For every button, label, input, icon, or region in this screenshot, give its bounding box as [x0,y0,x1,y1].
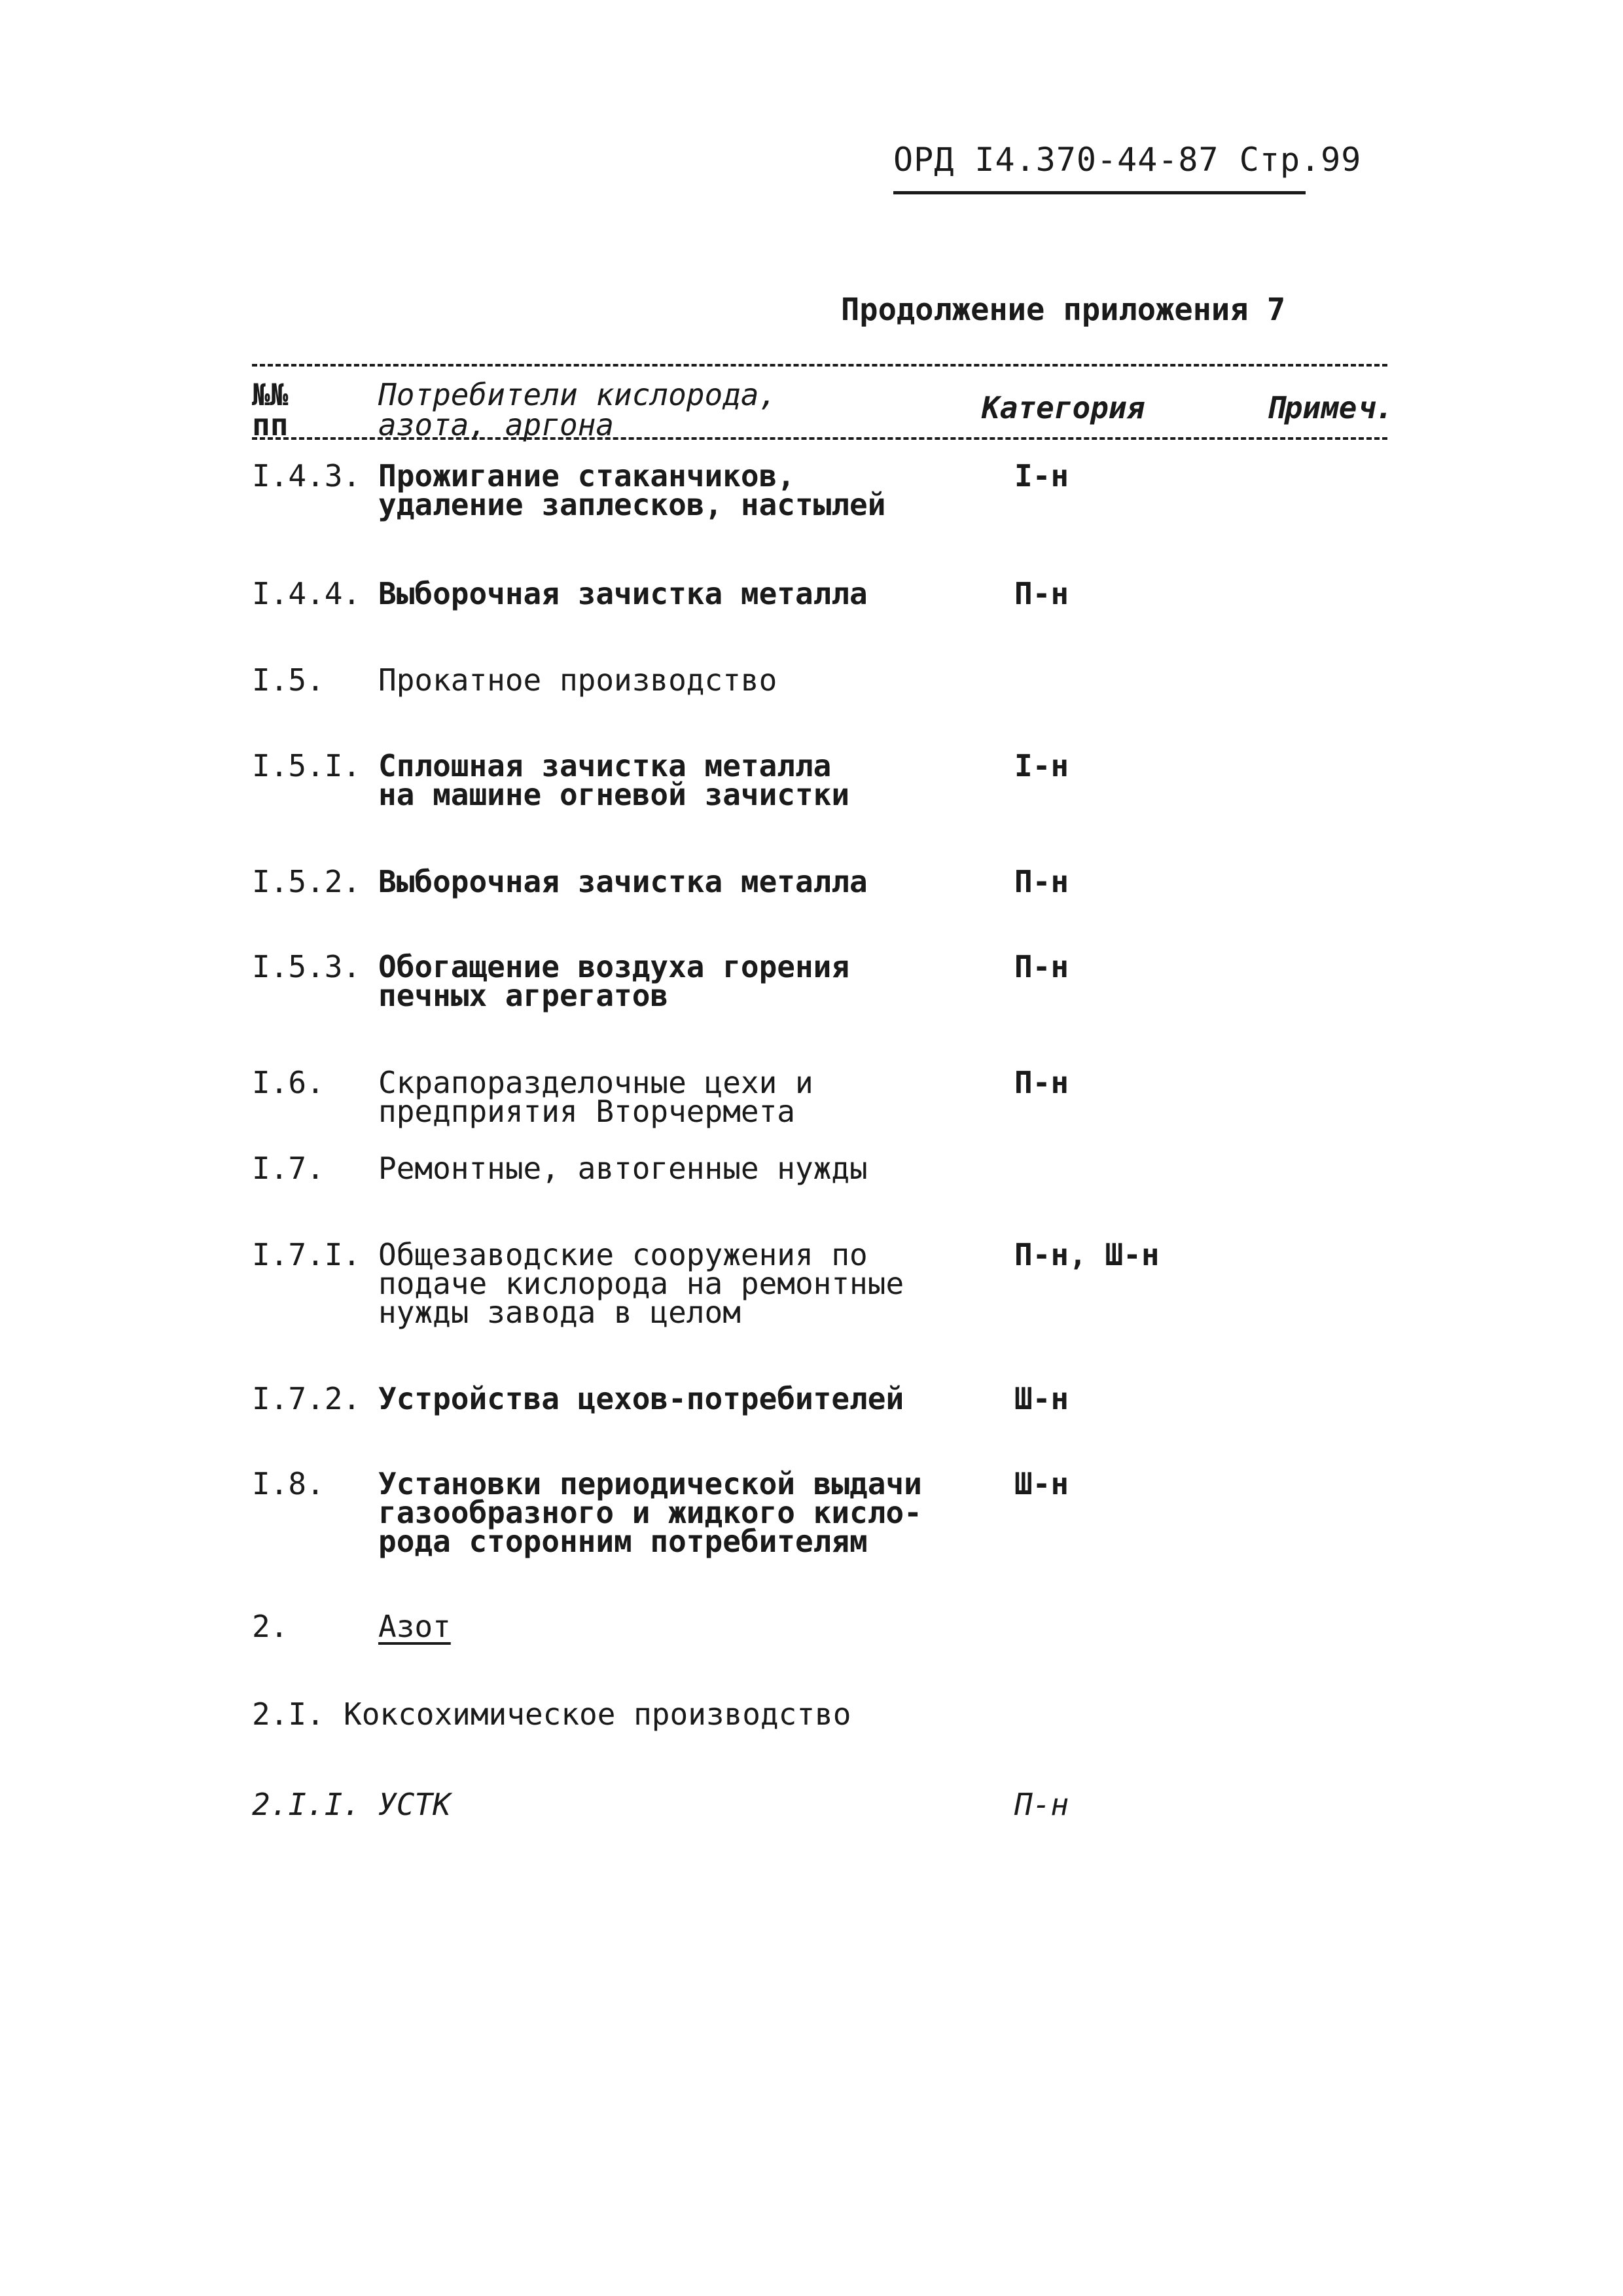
row-consumer: Скрапоразделочные цехи и предприятия Вторчермета [378,1065,813,1129]
row-consumer: Установки периодической выдачи газообразного и жидкого кисло- рода сторонним потребителям [378,1466,922,1559]
row-consumer: Прокатное производство [378,662,777,698]
header-consumers-line1: Потребители кислорода, [378,377,777,412]
row-consumer: Выборочная зачистка металла [378,864,868,899]
row-category: П-н [1014,576,1069,611]
row-number: I.7. [252,1151,325,1186]
row-consumer: Прожигание стаканчиков, удаление заплесков, настылей [378,458,886,522]
row-number: I.6. [252,1065,325,1100]
header-note-column: Примеч. [1266,390,1393,425]
row-category: П-н [1014,949,1069,984]
header-number-line2: пп [252,407,289,442]
row-number: I.8. [252,1466,325,1501]
table-header-bottom-rule [252,437,1387,440]
row-category: Ш-н [1014,1381,1069,1416]
row-number: 2.I. [252,1696,325,1732]
row-consumer: Выборочная зачистка металла [378,576,868,611]
row-category: П-н, Ш-н [1014,1237,1160,1272]
header-number-line1: №№ [252,377,289,412]
header-number-column [252,377,289,442]
row-consumer: Азот [378,1609,451,1644]
row-consumer: Сплошная зачистка металла на машине огневой зачистки [378,748,850,812]
row-number: I.5.2. [252,864,361,899]
row-number: 2. [252,1609,289,1644]
row-category: П-н [1014,1787,1069,1822]
row-category: I-н [1014,748,1069,783]
row-category: П-н [1014,1065,1069,1100]
row-number: 2.I.I. [252,1787,361,1822]
row-category: Ш-н [1014,1466,1069,1501]
document-code: ОРД I4.370-44-87 Стр.99 [893,141,1362,179]
header-category-column: Категория [982,390,1145,425]
appendix-continuation-title: Продолжение приложения 7 [841,292,1286,328]
row-consumer: Устройства цехов-потребителей [378,1381,904,1416]
row-consumer: Ремонтные, автогенные нужды [378,1151,868,1186]
table-top-rule [252,364,1387,367]
document-code-underline [893,191,1306,194]
row-number: I.4.3. [252,458,361,493]
row-number: I.5.I. [252,748,361,783]
row-number: I.5. [252,662,325,698]
row-number: I.7.I. [252,1237,361,1272]
header-consumers-column [378,377,777,442]
row-category: I-н [1014,458,1069,493]
row-number: I.4.4. [252,576,361,611]
header-consumers-line2: азота, аргона [378,407,615,442]
row-consumer: УСТК [378,1787,451,1822]
row-consumer: Коксохимическое производство [344,1696,851,1732]
row-consumer: Обогащение воздуха горения печных агрегатов [378,949,850,1013]
row-number: I.7.2. [252,1381,361,1416]
row-consumer: Общезаводские сооружения по подаче кислорода на ремонтные нужды завода в целом [378,1237,904,1330]
row-category: П-н [1014,864,1069,899]
row-number: I.5.3. [252,949,361,984]
